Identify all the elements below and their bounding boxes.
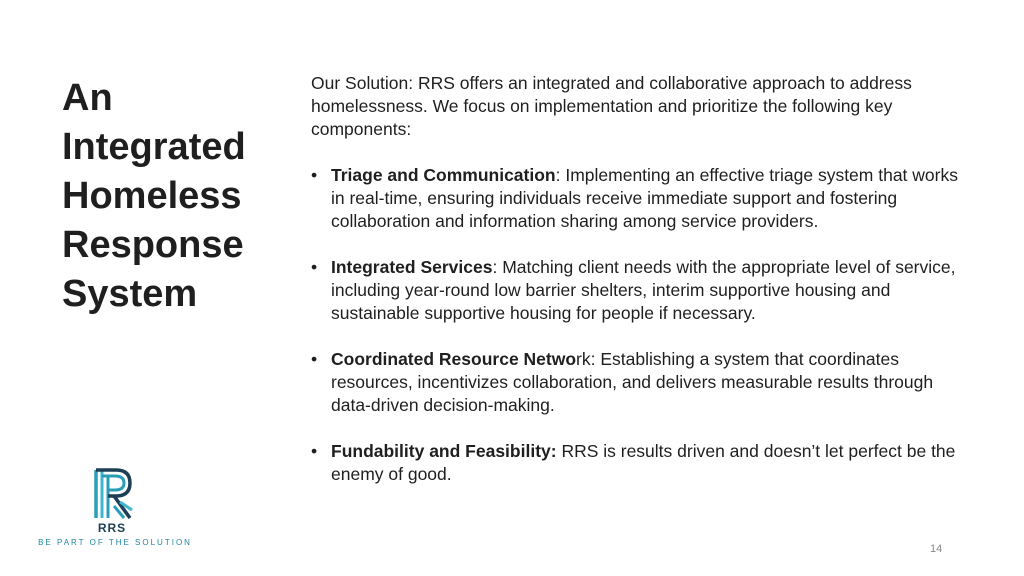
bullet-heading: Triage and Communication [331,165,556,185]
title-line: System [62,273,198,315]
rrs-r-logo-icon [88,466,136,522]
bullet-fundability-feasibility [311,440,961,486]
page-number: 14 [930,543,943,555]
title-line: Homeless [62,175,242,217]
rrs-logo [30,466,200,550]
bullet-text: rk: Establishing a system that coordinates resources, incentivizes collaboration, and delivers measurable results through data-driven decision-making. [331,349,934,415]
bullet-heading: Integrated Services [331,257,493,277]
title-line: An [62,77,113,119]
intro-paragraph: Our Solution: RRS offers an integrated and collaborative approach to address homelessness. We focus on implementation and prioritize the following key components: [311,73,912,139]
bullet-text: : Implementing an effective triage system that works in real-time, ensuring individuals receive immediate support and fostering collaboration and information sharing among service providers. [331,165,958,231]
bullet-coordinated-resource-network [311,348,961,417]
title-line: Response [62,224,244,266]
key-components-list [311,164,961,486]
title-line: Integrated [62,126,246,168]
bullet-text: : Matching client needs with the appropriate level of service, including year-round low barrier shelters, interim supportive housing and sustainable supportive housing for people if necessary. [331,257,956,323]
slide-body [311,72,961,509]
bullet-integrated-services [311,256,961,325]
slide-title [62,74,282,319]
bullet-triage-communication [311,164,961,233]
bullet-text: RRS is results driven and doesn’t let perfect be the enemy of good. [331,441,956,484]
bullet-heading: Coordinated Resource Netwo [331,349,577,369]
logo-tagline: BE PART OF THE SOLUTION [38,538,192,547]
bullet-heading: Fundability and Feasibility: [331,441,557,461]
logo-name: RRS [97,521,127,535]
